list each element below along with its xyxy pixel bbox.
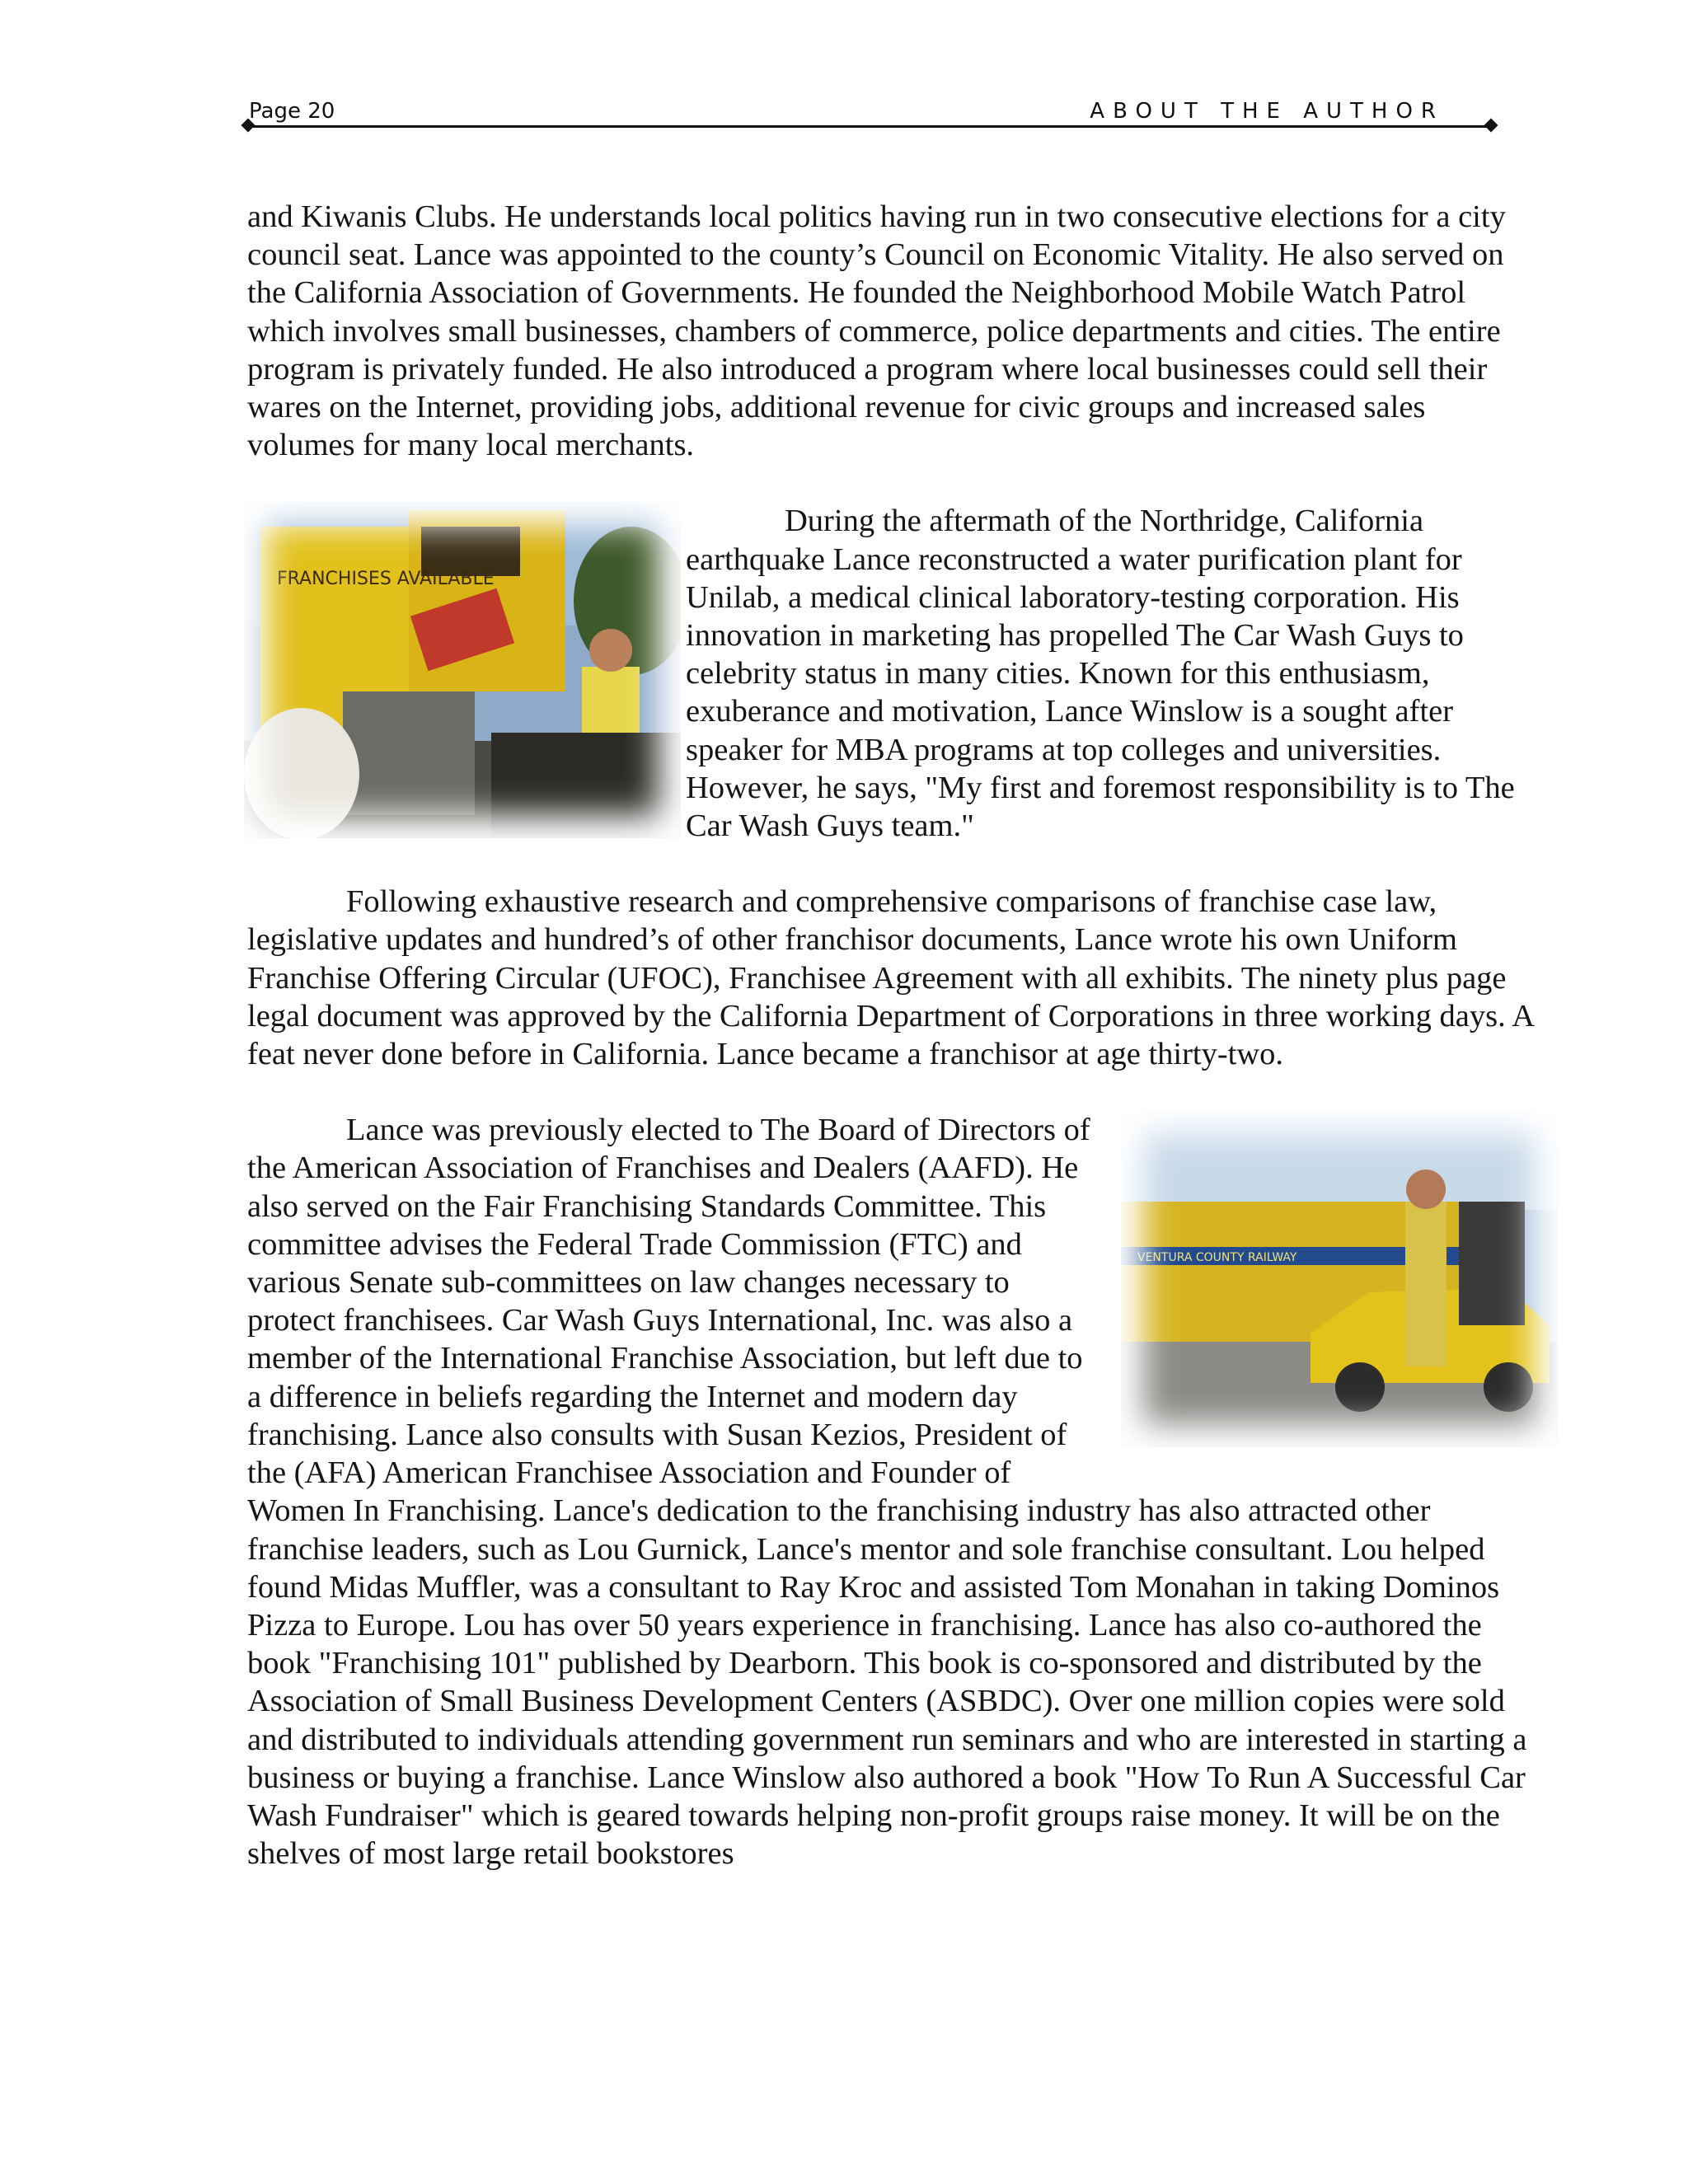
paragraph-ufoc: Following exhaustive research and comprehensive comparisons of franchise case law, legislative updates and hundred’s of other franchisor documents, Lance wrote his own Uniform Franchise Offering Circular (UFOC), Franchisee Agreement with all exhibits. The ninety plus page legal document was approved by the California Department of Corporations in three working days. A feat never done before in California. Lance became a franchisor at age thirty-two. [247,884,1533,1072]
section-title: ABOUT THE AUTHOR [1090,99,1444,124]
paragraph-civic: and Kiwanis Clubs. He understands local politics having run in two consecutive elections for a city council seat. Lance was appointed to the county’s Council on Economic Vitality. He also served on the California Association of Governments. He founded the Neighborhood Mobile Watch Patrol which involves small businesses, chambers of commerce, police departments and cities. The entire program is privately funded. He also introduced a program where local businesses could sell their wares on the Internet, providing jobs, additional revenue for civic groups and increased sales volumes for many local merchants. [247,199,1506,463]
page-number: Page 20 [249,99,335,124]
photo-train-truck [1121,1111,1558,1447]
article-body [247,198,1533,1872]
photo-water-purification-image [244,502,681,838]
paragraph-northridge: During the aftermath of the Northridge, California earthquake Lance reconstructed a water purification plant for Unilab, a medical clinical laboratory-testing corporation. His innovation in marketing has propelled The Car Wash Guys to celebrity status in many cities. Known for this enthusiasm, exuberance and motivation, Lance Winslow is a sought after speaker for MBA programs at top colleges and universities. However, he says, "My first and foremost responsibility is to The Car Wash Guys team." [686,504,1515,844]
train-text: VENTURA COUNTY RAILWAY [1137,1251,1297,1265]
paragraph-franchising: Lance was previously elected to The Board of Directors of the American Association of Franchises and Dealers (AAFD). He also served on the Fair Franchising Standards Committee. This committee advises the Federal Trade Commission (FTC) and various Senate sub-committees on law changes necessary to protect franchisees. Car Wash Guys International, Inc. was also a member of the International Franchise Association, but left due to a difference in beliefs regarding the Internet and modern day franchising. Lance also consults with Susan Kezios, President of the (AFA) American Franchisee Association and Founder of Women In Franchising. Lance's dedication to the franchising industry has also attracted other franchise leaders, such as Lou Gurnick, Lance's mentor and sole franchise consultant. Lou helped found Midas Muffler, was a consultant to Ray Kroc and assisted Tom Monahan in taking Dominos Pizza to Europe. Lou has over 50 years experience in franchising. Lance has also co-authored the book "Franchising 101" published by Dearborn. This book is co-sponsored and distributed by the Association of Small Business Development Centers (ASBDC). Over one million copies were sold and distributed to individuals attending government run seminars and who are interested in starting a business or buying a franchise. Lance Winslow also authored a book "How To Run A Successful Car Wash Fundraiser" which is geared towards helping non-profit groups raise money. It will be on the shelves of most large retail bookstores [247,1113,1527,1872]
running-header [247,99,1492,132]
sign-text: FRANCHISES AVAILABLE [277,569,495,590]
photo-train-truck-image [1121,1111,1558,1447]
header-rule [247,125,1492,128]
photo-water-purification [244,502,681,838]
diamond-icon [1484,119,1498,133]
